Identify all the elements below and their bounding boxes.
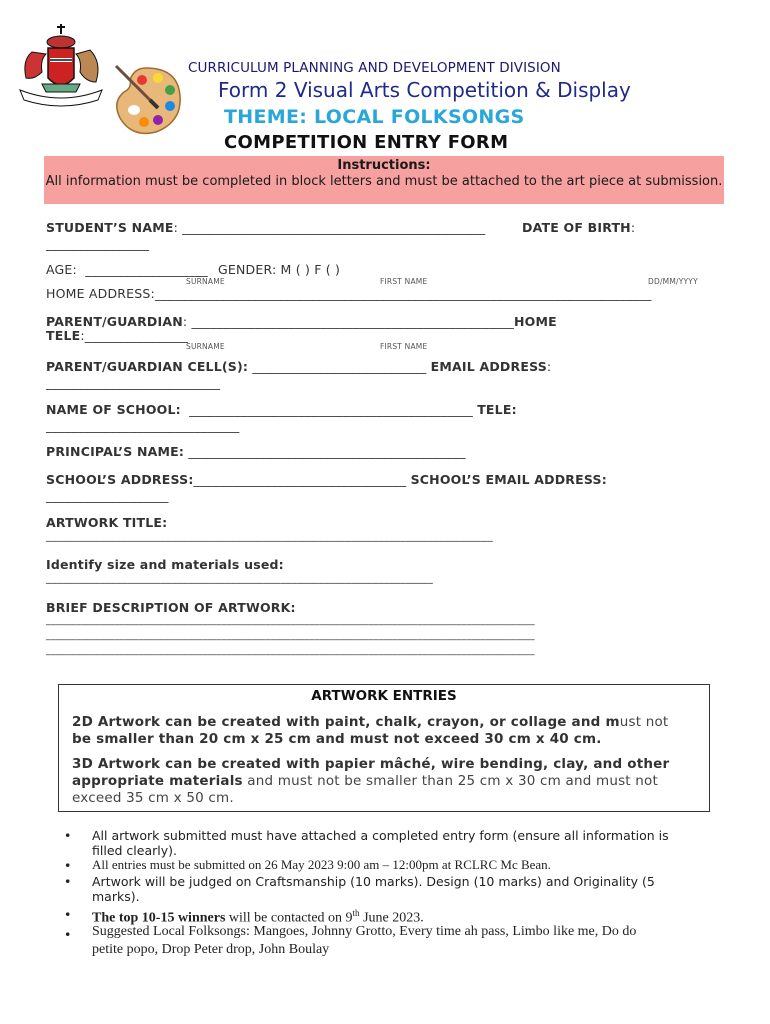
division-heading: CURRICULUM PLANNING AND DEVELOPMENT DIVISION — [188, 60, 561, 76]
parent-label: PARENT/GUARDIAN — [46, 314, 183, 329]
dob-colon: : — [630, 220, 636, 235]
student-name-label: STUDENT’S NAME — [46, 220, 174, 235]
parent-field[interactable] — [46, 314, 557, 329]
page-title: Form 2 Visual Arts Competition & Display — [218, 78, 631, 102]
home-address-label: HOME ADDRESS: — [46, 286, 155, 301]
tele-label: TELE — [46, 328, 81, 343]
materials-label — [46, 557, 284, 572]
entries-3d-paragraph — [72, 756, 712, 807]
entries-2d-paragraph — [72, 714, 712, 748]
instructions-heading: Instructions: — [337, 158, 431, 173]
student-name-field[interactable] — [46, 220, 485, 235]
instructions-text: All information must be completed in block letters and must be attached to the art piece at submission. — [45, 174, 723, 189]
email-line[interactable]: ___________________________ — [46, 375, 221, 390]
bullet-4-rest: will be contacted on 9 — [225, 910, 353, 926]
home-label: HOME — [514, 314, 557, 329]
bullet-1-line-1: All artwork submitted must have attached a completed entry form (ensure all information is — [92, 828, 669, 843]
bullet-dot: • — [64, 858, 72, 873]
school-address-field[interactable] — [46, 472, 607, 487]
entries-3d-line3: exceed 35 cm x 50 cm. — [72, 790, 234, 806]
bullet-dot: • — [64, 927, 72, 942]
school-address-line[interactable]: _________________________________ — [193, 472, 407, 487]
school-name-field[interactable] — [46, 402, 517, 417]
home-tele-field[interactable] — [46, 328, 188, 343]
bullet-4-bold: The top 10-15 winners — [92, 910, 226, 926]
surname-hint-2: SURNAME — [186, 342, 225, 351]
age-line[interactable]: ___________________ — [85, 262, 208, 277]
bullet-5-line-1: Suggested Local Folksongs: Mangoes, Johnny Grotto, Every time ah pass, Limbo like me, Do do — [92, 924, 637, 939]
paint-palette-icon — [112, 62, 184, 136]
parent-line[interactable]: : __________________________________________________ — [182, 314, 514, 329]
instructions-box — [44, 156, 724, 204]
entries-3d-bold2: appropriate materials — [72, 773, 243, 789]
date-format-hint: DD/MM/YYYY — [648, 277, 698, 286]
bullet-3-line-1: Artwork will be judged on Craftsmanship (10 marks). Design (10 marks) and Originality (5 — [92, 874, 655, 889]
artwork-entries-heading: ARTWORK ENTRIES — [311, 688, 457, 704]
first-name-hint: FIRST NAME — [380, 277, 428, 286]
home-address-field[interactable] — [46, 286, 652, 301]
gender-field[interactable]: GENDER: M ( ) F ( ) — [218, 262, 341, 277]
entries-2d-rest: ust not — [619, 714, 669, 730]
school-tele-label: TELE: — [477, 402, 517, 417]
entries-2d-line2: be smaller than 20 cm x 25 cm and must not exceed 30 cm x 40 cm. — [72, 731, 602, 747]
description-line-1[interactable]: ____________________________________________________________________________________________________ — [46, 615, 535, 626]
description-label — [46, 600, 296, 615]
artwork-title-label-text: ARTWORK TITLE: — [46, 515, 168, 530]
artwork-title-line[interactable]: __________________________________________________________________________________ — [46, 530, 493, 542]
materials-label-text: Identify size and materials used: — [46, 557, 284, 572]
surname-hint: SURNAME — [186, 277, 225, 286]
dob-line[interactable]: ________________ — [46, 236, 150, 251]
bullet-dot: • — [64, 828, 72, 843]
bullet-judging — [92, 874, 712, 904]
artwork-title-label — [46, 515, 167, 530]
principal-label: PRINCIPAL’S NAME: — [46, 444, 185, 459]
parent-cell-field[interactable] — [46, 359, 551, 374]
cell-label: PARENT/GUARDIAN CELL(S): — [46, 359, 249, 374]
description-line-2[interactable]: ____________________________________________________________________________________________________ — [46, 630, 535, 641]
school-email-line[interactable]: ___________________ — [46, 488, 169, 503]
tele-line[interactable]: :________________ — [80, 328, 188, 343]
email-colon: : — [546, 359, 552, 374]
description-line-3[interactable]: ____________________________________________________________________________________________________ — [46, 645, 535, 656]
school-label: NAME OF SCHOOL: — [46, 402, 181, 417]
entries-2d-bold: 2D Artwork can be created with paint, chalk, crayon, or collage and m — [72, 714, 620, 730]
bullet-1-line-2: filled clearly). — [92, 843, 177, 858]
bullet-4-sup: th — [352, 908, 360, 918]
entries-3d-bold: 3D Artwork can be created with papier mâché, wire bending, clay, and other — [72, 756, 670, 772]
bullet-3-line-2: marks). — [92, 889, 140, 904]
bullet-entry-form — [92, 828, 712, 858]
age-field[interactable] — [46, 262, 208, 277]
home-address-line[interactable]: _____________________________________________________________________________ — [154, 286, 652, 301]
entries-3d-rest: and must not be smaller than 25 cm x 30 cm and must not — [242, 773, 658, 789]
student-name-line[interactable]: : _______________________________________________ — [173, 220, 486, 235]
school-line[interactable]: ____________________________________________ — [189, 402, 474, 417]
school-email-label: SCHOOL’S EMAIL ADDRESS: — [410, 472, 607, 487]
bullet-4-end: June 2023. — [359, 910, 424, 926]
principal-field[interactable] — [46, 444, 466, 459]
dob-field[interactable] — [522, 220, 635, 235]
materials-line[interactable]: _______________________________________________________________________ — [46, 572, 433, 584]
coat-of-arms-icon — [12, 20, 110, 110]
dob-label: DATE OF BIRTH — [522, 220, 631, 235]
school-address-label: SCHOOL’S ADDRESS: — [46, 472, 194, 487]
bullet-folksongs — [92, 923, 732, 959]
first-name-hint-2: FIRST NAME — [380, 342, 428, 351]
form-title: COMPETITION ENTRY FORM — [224, 132, 509, 153]
bullet-dot: • — [64, 907, 72, 922]
age-label: AGE: — [46, 262, 77, 277]
school-tele-line[interactable]: ______________________________ — [46, 418, 240, 433]
bullet-dot: • — [64, 874, 72, 889]
bullet-5-line-2: petite popo, Drop Peter drop, John Boulay — [92, 942, 330, 957]
principal-line[interactable]: ___________________________________________ — [188, 444, 466, 459]
cell-line[interactable]: ___________________________ — [252, 359, 427, 374]
email-label: EMAIL ADDRESS — [430, 359, 547, 374]
description-label-text: BRIEF DESCRIPTION OF ARTWORK: — [46, 600, 296, 615]
bullet-submission: All entries must be submitted on 26 May 2023 9:00 am – 12:00pm at RCLRC Mc Bean. — [92, 857, 551, 872]
theme-heading: THEME: LOCAL FOLKSONGS — [224, 106, 525, 128]
